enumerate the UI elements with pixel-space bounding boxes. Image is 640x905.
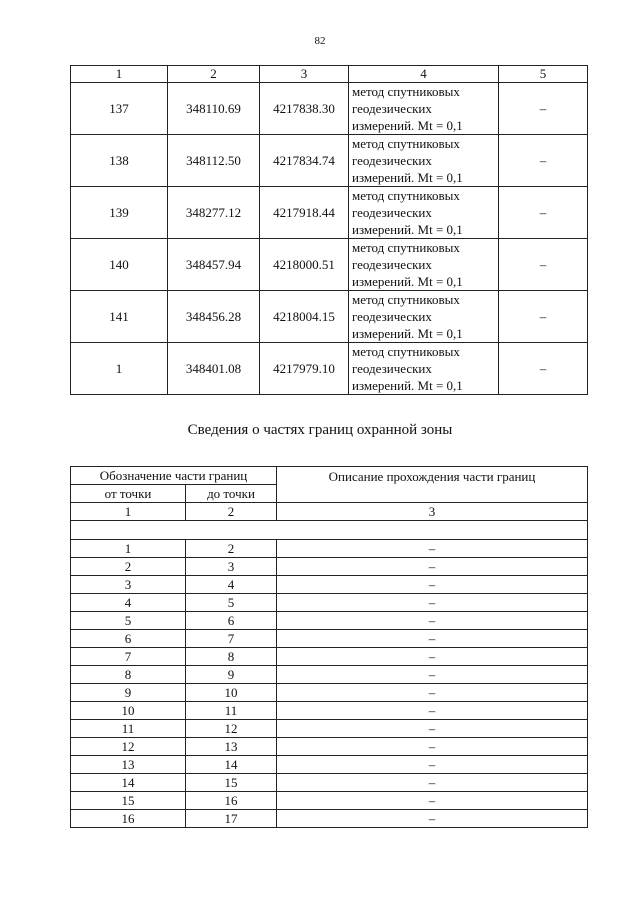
to-point-cell: 12 xyxy=(186,720,277,738)
note-cell: – xyxy=(499,343,588,395)
x-coordinate-cell: 348457.94 xyxy=(168,239,260,291)
method-line: геодезических xyxy=(352,309,432,324)
description-cell: – xyxy=(277,576,588,594)
method-line: измерений. Mt = 0,1 xyxy=(352,118,463,133)
y-coordinate-cell: 4217918.44 xyxy=(260,187,349,239)
boundary-part-row xyxy=(71,576,588,594)
coordinates-row xyxy=(71,239,588,291)
boundary-part-row xyxy=(71,666,588,684)
boundary-part-row xyxy=(71,720,588,738)
from-point-cell: 10 xyxy=(71,702,186,720)
description-cell: – xyxy=(277,558,588,576)
to-point-cell: 11 xyxy=(186,702,277,720)
spacer-row xyxy=(71,521,588,540)
to-point-cell: 15 xyxy=(186,774,277,792)
method-line: геодезических xyxy=(352,153,432,168)
to-point-cell: 3 xyxy=(186,558,277,576)
column-number: 2 xyxy=(186,503,277,521)
from-point-cell: 14 xyxy=(71,774,186,792)
description-cell: – xyxy=(277,792,588,810)
to-point-cell: 4 xyxy=(186,576,277,594)
note-cell: – xyxy=(499,83,588,135)
x-coordinate-cell: 348110.69 xyxy=(168,83,260,135)
description-cell: – xyxy=(277,738,588,756)
description-cell: – xyxy=(277,810,588,828)
description-cell: – xyxy=(277,702,588,720)
boundary-part-row xyxy=(71,648,588,666)
method-cell xyxy=(349,135,499,187)
description-cell: – xyxy=(277,612,588,630)
description-cell: – xyxy=(277,684,588,702)
from-point-cell: 1 xyxy=(71,540,186,558)
description-cell: – xyxy=(277,630,588,648)
method-line: геодезических xyxy=(352,101,432,116)
point-number-cell: 140 xyxy=(71,239,168,291)
method-line: измерений. Mt = 0,1 xyxy=(352,274,463,289)
from-point-cell: 5 xyxy=(71,612,186,630)
to-point-cell: 5 xyxy=(186,594,277,612)
from-point-cell: 11 xyxy=(71,720,186,738)
y-coordinate-cell: 4218004.15 xyxy=(260,291,349,343)
coordinates-row xyxy=(71,187,588,239)
boundary-part-row xyxy=(71,792,588,810)
to-point-cell: 9 xyxy=(186,666,277,684)
column-number: 5 xyxy=(499,66,588,83)
method-line: измерений. Mt = 0,1 xyxy=(352,326,463,341)
description-cell: – xyxy=(277,720,588,738)
coordinates-row xyxy=(71,291,588,343)
column-number: 2 xyxy=(168,66,260,83)
note-cell: – xyxy=(499,291,588,343)
boundary-part-row xyxy=(71,774,588,792)
method-line: метод спутниковых xyxy=(352,292,460,307)
to-point-header: до точки xyxy=(186,485,277,503)
designation-header: Обозначение части границ xyxy=(71,467,277,485)
method-line: измерений. Mt = 0,1 xyxy=(352,170,463,185)
from-point-header: от точки xyxy=(71,485,186,503)
method-line: измерений. Mt = 0,1 xyxy=(352,222,463,237)
from-point-cell: 12 xyxy=(71,738,186,756)
x-coordinate-cell: 348112.50 xyxy=(168,135,260,187)
point-number-cell: 137 xyxy=(71,83,168,135)
description-cell: – xyxy=(277,594,588,612)
to-point-cell: 16 xyxy=(186,792,277,810)
description-cell: – xyxy=(277,756,588,774)
boundary-part-row xyxy=(71,594,588,612)
to-point-cell: 13 xyxy=(186,738,277,756)
x-coordinate-cell: 348277.12 xyxy=(168,187,260,239)
method-line: геодезических xyxy=(352,205,432,220)
method-cell xyxy=(349,239,499,291)
to-point-cell: 10 xyxy=(186,684,277,702)
coordinates-row xyxy=(71,343,588,395)
column-number: 3 xyxy=(277,503,588,521)
method-line: метод спутниковых xyxy=(352,188,460,203)
to-point-cell: 14 xyxy=(186,756,277,774)
page-number: 82 xyxy=(314,35,326,47)
to-point-cell: 8 xyxy=(186,648,277,666)
column-number: 4 xyxy=(349,66,499,83)
point-number-cell: 139 xyxy=(71,187,168,239)
description-cell: – xyxy=(277,774,588,792)
method-line: метод спутниковых xyxy=(352,240,460,255)
description-cell: – xyxy=(277,540,588,558)
boundary-part-row xyxy=(71,684,588,702)
y-coordinate-cell: 4217834.74 xyxy=(260,135,349,187)
from-point-cell: 8 xyxy=(71,666,186,684)
to-point-cell: 6 xyxy=(186,612,277,630)
method-cell xyxy=(349,343,499,395)
parts-number-row xyxy=(71,503,588,521)
boundary-part-row xyxy=(71,810,588,828)
method-line: метод спутниковых xyxy=(352,344,460,359)
boundary-part-row xyxy=(71,558,588,576)
method-line: геодезических xyxy=(352,257,432,272)
note-cell: – xyxy=(499,187,588,239)
coordinates-row xyxy=(71,135,588,187)
from-point-cell: 16 xyxy=(71,810,186,828)
to-point-cell: 17 xyxy=(186,810,277,828)
from-point-cell: 4 xyxy=(71,594,186,612)
coordinates-table xyxy=(70,65,588,395)
column-number: 1 xyxy=(71,503,186,521)
description-cell: – xyxy=(277,666,588,684)
x-coordinate-cell: 348401.08 xyxy=(168,343,260,395)
y-coordinate-cell: 4217979.10 xyxy=(260,343,349,395)
point-number-cell: 1 xyxy=(71,343,168,395)
from-point-cell: 6 xyxy=(71,630,186,648)
method-line: геодезических xyxy=(352,361,432,376)
boundary-parts-table xyxy=(70,466,588,828)
method-cell xyxy=(349,83,499,135)
method-cell xyxy=(349,187,499,239)
boundary-part-row xyxy=(71,540,588,558)
y-coordinate-cell: 4217838.30 xyxy=(260,83,349,135)
method-line: метод спутниковых xyxy=(352,84,460,99)
note-cell: – xyxy=(499,239,588,291)
y-coordinate-cell: 4218000.51 xyxy=(260,239,349,291)
boundary-part-row xyxy=(71,702,588,720)
note-cell: – xyxy=(499,135,588,187)
description-header: Описание прохождения части границ xyxy=(277,467,588,503)
column-number: 3 xyxy=(260,66,349,83)
to-point-cell: 7 xyxy=(186,630,277,648)
method-line: измерений. Mt = 0,1 xyxy=(352,378,463,393)
from-point-cell: 15 xyxy=(71,792,186,810)
from-point-cell: 13 xyxy=(71,756,186,774)
from-point-cell: 2 xyxy=(71,558,186,576)
x-coordinate-cell: 348456.28 xyxy=(168,291,260,343)
coordinates-header-row xyxy=(71,66,588,83)
from-point-cell: 9 xyxy=(71,684,186,702)
from-point-cell: 3 xyxy=(71,576,186,594)
method-cell xyxy=(349,291,499,343)
boundary-part-row xyxy=(71,756,588,774)
boundary-part-row xyxy=(71,738,588,756)
section-title: Сведения о частях границ охранной зоны xyxy=(187,422,453,438)
boundary-part-row xyxy=(71,630,588,648)
from-point-cell: 7 xyxy=(71,648,186,666)
coordinates-row xyxy=(71,83,588,135)
point-number-cell: 141 xyxy=(71,291,168,343)
column-number: 1 xyxy=(71,66,168,83)
point-number-cell: 138 xyxy=(71,135,168,187)
spacer-cell xyxy=(71,521,588,540)
parts-header-row xyxy=(71,467,588,485)
boundary-part-row xyxy=(71,612,588,630)
method-line: метод спутниковых xyxy=(352,136,460,151)
description-cell: – xyxy=(277,648,588,666)
to-point-cell: 2 xyxy=(186,540,277,558)
